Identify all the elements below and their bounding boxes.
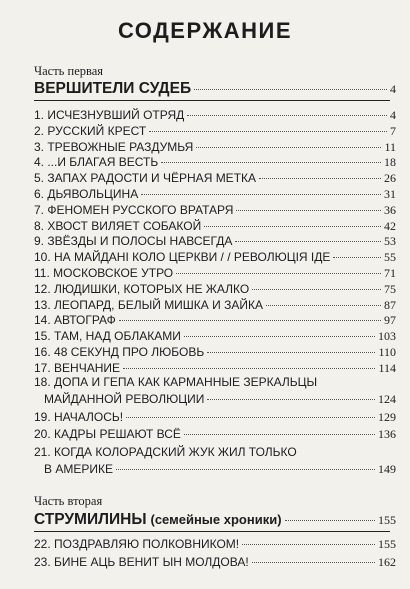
toc-entry — [34, 187, 396, 202]
toc-entry — [34, 427, 396, 442]
dot-leader — [252, 562, 375, 563]
entry-page: 124 — [378, 392, 396, 406]
entry-page: 129 — [378, 410, 396, 424]
entry-title: 12. ЛЮДИШКИ, КОТОРЫХ НЕ ЖАЛКО — [34, 281, 250, 296]
part2-rule — [34, 531, 390, 532]
entry-page: 97 — [384, 313, 396, 328]
entry-page: 55 — [384, 250, 396, 265]
entry-page: 26 — [384, 171, 396, 186]
toc-entry — [34, 203, 396, 218]
toc-entry — [34, 298, 396, 313]
entry-page: 87 — [384, 297, 396, 312]
toc-entry-18-line1: 18. ДОПА И ГЕПА КАК КАРМАННЫЕ ЗЕРКАЛЬЦЫ — [34, 375, 318, 389]
dot-leader — [141, 194, 381, 195]
entry-title: 9. ЗВЁЗДЫ И ПОЛОСЫ НАВСЕГДА — [34, 234, 233, 249]
toc-entry-18-line2 — [44, 392, 396, 407]
part2-heading — [34, 511, 396, 529]
toc-entry — [34, 282, 396, 297]
entry-page: 136 — [378, 427, 396, 441]
entry-title: 16. 48 СЕКУНД ПРО ЛЮБОВЬ — [34, 345, 205, 359]
dot-leader — [119, 320, 381, 321]
entry-title: 8. ХВОСТ ВИЛЯЕТ СОБАКОЙ — [34, 218, 202, 233]
dot-leader — [196, 147, 381, 148]
toc-entry — [34, 329, 396, 344]
entry-title: 20. КАДРЫ РЕШАЮТ ВСЁ — [34, 427, 181, 441]
part2-label: Часть вторая — [34, 494, 103, 508]
dot-leader — [252, 289, 381, 290]
entry-page: 42 — [384, 218, 396, 233]
entry-title: 4. ...И БЛАГАЯ ВЕСТЬ — [34, 155, 159, 170]
entry-page: 36 — [384, 202, 396, 217]
entry-page: 155 — [378, 537, 396, 551]
dot-leader — [194, 89, 387, 90]
dot-leader — [176, 273, 381, 274]
dot-leader — [184, 336, 375, 337]
toc-entry — [34, 155, 396, 170]
dot-leader — [235, 241, 381, 242]
toc-entry — [34, 124, 396, 139]
dot-leader — [184, 434, 375, 435]
dot-leader — [207, 352, 375, 353]
entry-page: 149 — [378, 462, 396, 476]
page-title: СОДЕРЖАНИЕ — [117, 18, 293, 43]
toc-entry-21-line2 — [44, 462, 396, 477]
entry-page: 114 — [378, 360, 396, 375]
toc-entry — [34, 108, 396, 123]
entry-title: 19. НАЧАЛОСЬ! — [34, 410, 124, 424]
entry-title: 23. БИНЕ АЦЬ ВЕНИТ ЫН МОЛДОВА! — [34, 555, 249, 569]
dot-leader — [187, 115, 387, 116]
entry-page: 103 — [378, 329, 396, 344]
dot-leader — [116, 469, 375, 470]
toc-entry — [34, 171, 396, 186]
dot-leader — [285, 520, 375, 521]
toc-entry — [34, 555, 396, 570]
dot-leader — [149, 131, 387, 132]
entry-title: 17. ВЕНЧАНИЕ — [34, 360, 120, 375]
toc-entry — [34, 266, 396, 281]
dot-leader — [266, 305, 381, 306]
dot-leader — [333, 257, 381, 258]
entry-title: МАЙДАННОЙ РЕВОЛЮЦИИ — [44, 392, 205, 406]
toc-entry — [34, 234, 396, 249]
part2-subtitle: (семейные хроники) — [150, 512, 282, 527]
entry-page: 7 — [390, 123, 396, 138]
entry-page: 11 — [384, 139, 396, 154]
dot-leader — [259, 178, 381, 179]
toc-entry — [34, 361, 396, 376]
part2-name: СТРУМИЛИНЫ — [34, 511, 147, 528]
dot-leader — [126, 417, 375, 418]
entry-page: 110 — [378, 345, 396, 359]
entry-page: 53 — [384, 234, 396, 249]
part1-rule — [34, 100, 390, 101]
entry-title: 11. МОСКОВСКОЕ УТРО — [34, 266, 174, 280]
entry-title: 13. ЛЕОПАРД, БЕЛЫЙ МИШКА И ЗАЙКА — [34, 297, 263, 312]
part1-label: Часть первая — [34, 64, 104, 78]
entry-title: 22. ПОЗДРАВЛЯЮ ПОЛКОВНИКОМ! — [34, 537, 240, 551]
dot-leader — [161, 162, 381, 163]
entry-title: 5. ЗАПАХ РАДОСТИ И ЧЁРНАЯ МЕТКА — [34, 171, 257, 186]
entry-title: В АМЕРИКЕ — [44, 462, 113, 476]
entry-page: 75 — [384, 281, 396, 296]
entry-page: 4 — [390, 108, 396, 122]
toc-entry-21-line1: 21. КОГДА КОЛОРАДСКИЙ ЖУК ЖИЛ ТОЛЬКО — [34, 445, 297, 459]
entry-title: 1. ИСЧЕЗНУВШИЙ ОТРЯД — [34, 108, 185, 122]
dot-leader — [204, 226, 381, 227]
entry-title: 3. ТРЕВОЖНЫЕ РАЗДУМЬЯ — [34, 139, 194, 154]
dot-leader — [123, 368, 375, 369]
entry-title: 6. ДЬЯВОЛЬЦИНА — [34, 187, 139, 201]
entry-page: 162 — [378, 555, 396, 569]
entry-page: 31 — [384, 187, 396, 201]
part2-page: 155 — [378, 513, 396, 527]
toc-entry — [34, 345, 396, 360]
entry-page: 71 — [384, 266, 396, 280]
dot-leader — [236, 210, 381, 211]
entry-title: 10. НА МАЙДАНІ КОЛО ЦЕРКВИ / / РЕВОЛЮЦІЯ ІДЕ — [34, 250, 331, 265]
dot-leader — [242, 544, 375, 545]
toc-entry — [34, 219, 396, 234]
dot-leader — [207, 399, 375, 400]
toc-entry — [34, 313, 396, 328]
toc-entry — [34, 250, 396, 265]
part1-page: 4 — [390, 82, 396, 96]
toc-entry — [34, 537, 396, 552]
entry-title: 7. ФЕНОМЕН РУССКОГО ВРАТАРЯ — [34, 202, 234, 217]
toc-entry — [34, 140, 396, 155]
toc-entry — [34, 410, 396, 425]
entry-title: 14. АВТОГРАФ — [34, 313, 116, 328]
entry-title: 15. ТАМ, НАД ОБЛАКАМИ — [34, 329, 181, 344]
part1-name: ВЕРШИТЕЛИ СУДЕБ — [34, 80, 192, 97]
entry-title: 2. РУССКИЙ КРЕСТ — [34, 123, 147, 138]
entry-page: 18 — [384, 155, 396, 170]
part1-heading — [34, 80, 396, 98]
